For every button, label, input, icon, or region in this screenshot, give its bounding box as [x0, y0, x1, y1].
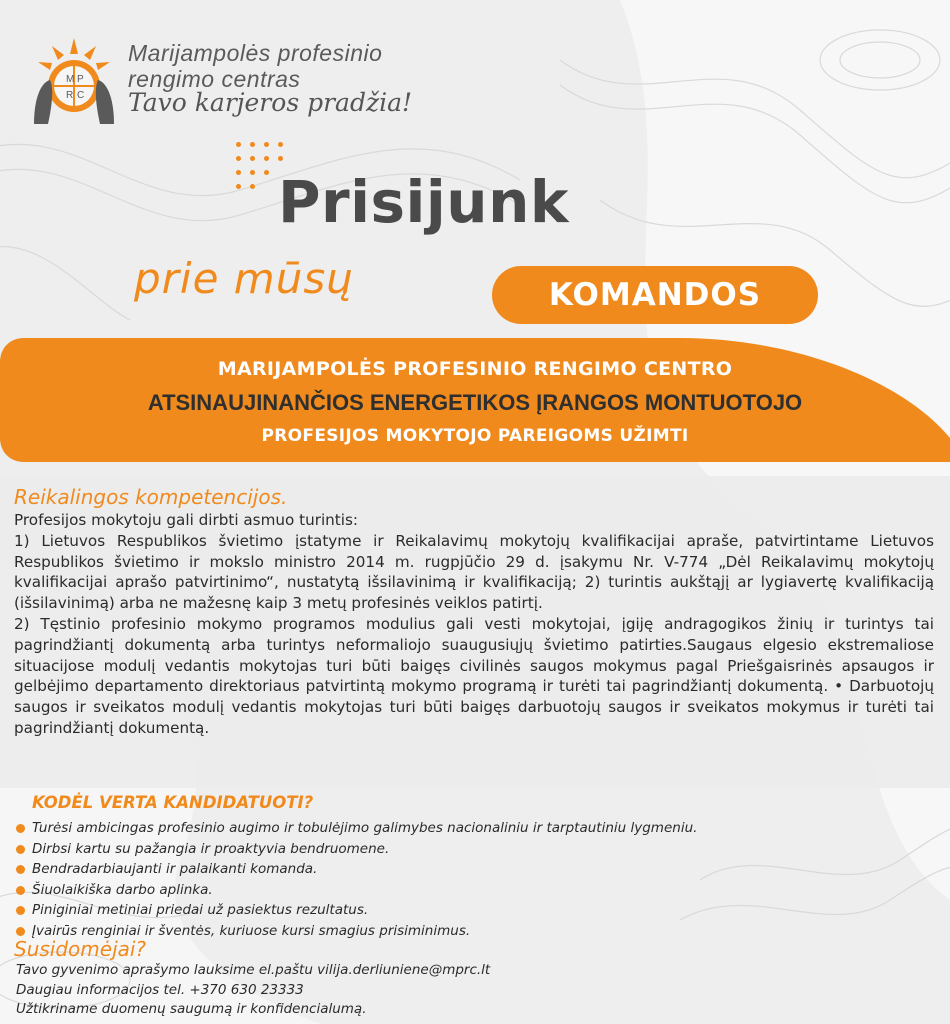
bullet-icon [16, 906, 25, 915]
org-name-line2: rengimo centras [128, 66, 301, 92]
hero-title: Prisijunk [278, 168, 569, 236]
banner-line2: ATSINAUJINANČIOS ENERGETIKOS ĮRANGOS MONTUOTOJO [147, 390, 803, 415]
logo-letter-p: P [77, 74, 84, 85]
hero-subtitle: prie mūsų [134, 254, 354, 303]
banner-line3: PROFESIJOS MOKYTOJO PAREIGOMS UŽIMTI [261, 426, 689, 446]
requirements-intro: Profesijos mokytoju gali dirbti asmuo turintis: [14, 511, 359, 529]
logo-letter-r: R [66, 90, 74, 101]
why-title: KODĖL VERTA KANDIDATUOTI? [32, 793, 314, 812]
banner-line1: MARIJAMPOLĖS PROFESINIO RENGIMO CENTRO [217, 358, 733, 380]
org-name-line1: Marijampolės profesinio [128, 40, 383, 66]
logo-letter-c: C [77, 90, 85, 101]
list-item: Dirbsi kartu su pažangia ir proaktyvia bendruomene. [16, 839, 946, 860]
bullet-icon [16, 845, 25, 854]
list-item: Įvairūs renginiai ir šventės, kuriuose kursi smagius prisiminimus. [16, 921, 946, 942]
interested-title: Susidomėjai? [14, 937, 147, 961]
requirements-paragraph-2: 2) Tęstinio profesinio mokymo programos modulius gali vesti mokytojai, įgiję andragogikos žinių ir turintys tai pagrindžiantį dokumentą arba turintys neformaliojo suaugusiųjų švietimo patirties.Saugaus elgesio ekstremaliose situacijose modulį vedantis mokytojas turi būti baigęs civilinės saugos mokymus pagal Priešgaisrinės apsaugos ir gelbėjimo departamento direktoriaus patvirtintą mokymo programą ir turėti tai pagrindžiantį dokumentą. • Darbuotojų saugos ir sveikatos modulį vedantis mokytojas turi būti baigęs darbuotojų saugos ir sveikatos mokymus ir turėti tai pagrindžiantį dokumentą. [14, 614, 934, 737]
mprc-logo [28, 36, 120, 128]
list-item: Šiuolaikiška darbo aplinka. [16, 880, 946, 901]
list-item: Bendradarbiaujanti ir palaikanti komanda. [16, 859, 946, 880]
bullet-icon [16, 824, 25, 833]
contact-phone-line: Daugiau informacijos tel. +370 630 23333 [16, 981, 304, 998]
contact-info [16, 961, 490, 1020]
komandos-pill: KOMANDOS [492, 266, 818, 324]
bullet-icon [16, 865, 25, 874]
privacy-line: Užtikriname duomenų saugumą ir konfidencialumą. [16, 1001, 367, 1017]
list-item: Turėsi ambicingas profesinio augimo ir tobulėjimo galimybes nacionaliniu ir tarptautiniu lygmeniu. [16, 818, 946, 839]
benefits-list [16, 818, 946, 942]
list-item: Piniginiai metiniai priedai už pasiektus rezultatus. [16, 900, 946, 921]
slogan: Tavo karjeros pradžia! [128, 88, 413, 117]
requirements-title: Reikalingos kompetencijos. [14, 485, 288, 509]
requirements-paragraph-1: 1) Lietuvos Respublikos švietimo įstatyme ir Reikalavimų mokytojų kvalifikacijai apraše, patvirtintame Lietuvos Respublikos švietimo ir mokslo ministro 2014 m. rugpjūčio 29 d. įsakymu Nr. V-774 „Dėl Reikalavimų mokytojų kvalifikacijai aprašo patvirtinimo“, nustatytą išsilavinimą ir kvalifikaciją; 2) turintis aukštąjį ar lygiavertę kvalifikaciją (išsilavinimą) arba ne mažesnę kaip 3 metų profesinės veiklos patirtį. [14, 531, 934, 613]
requirements-body [14, 510, 934, 739]
logo-letter-m: M [66, 74, 75, 85]
bullet-icon [16, 927, 25, 936]
bullet-icon [16, 886, 25, 895]
contact-email-line: Tavo gyvenimo aprašymo lauksime el.paštu vilija.derliuniene@mprc.lt [16, 962, 491, 978]
